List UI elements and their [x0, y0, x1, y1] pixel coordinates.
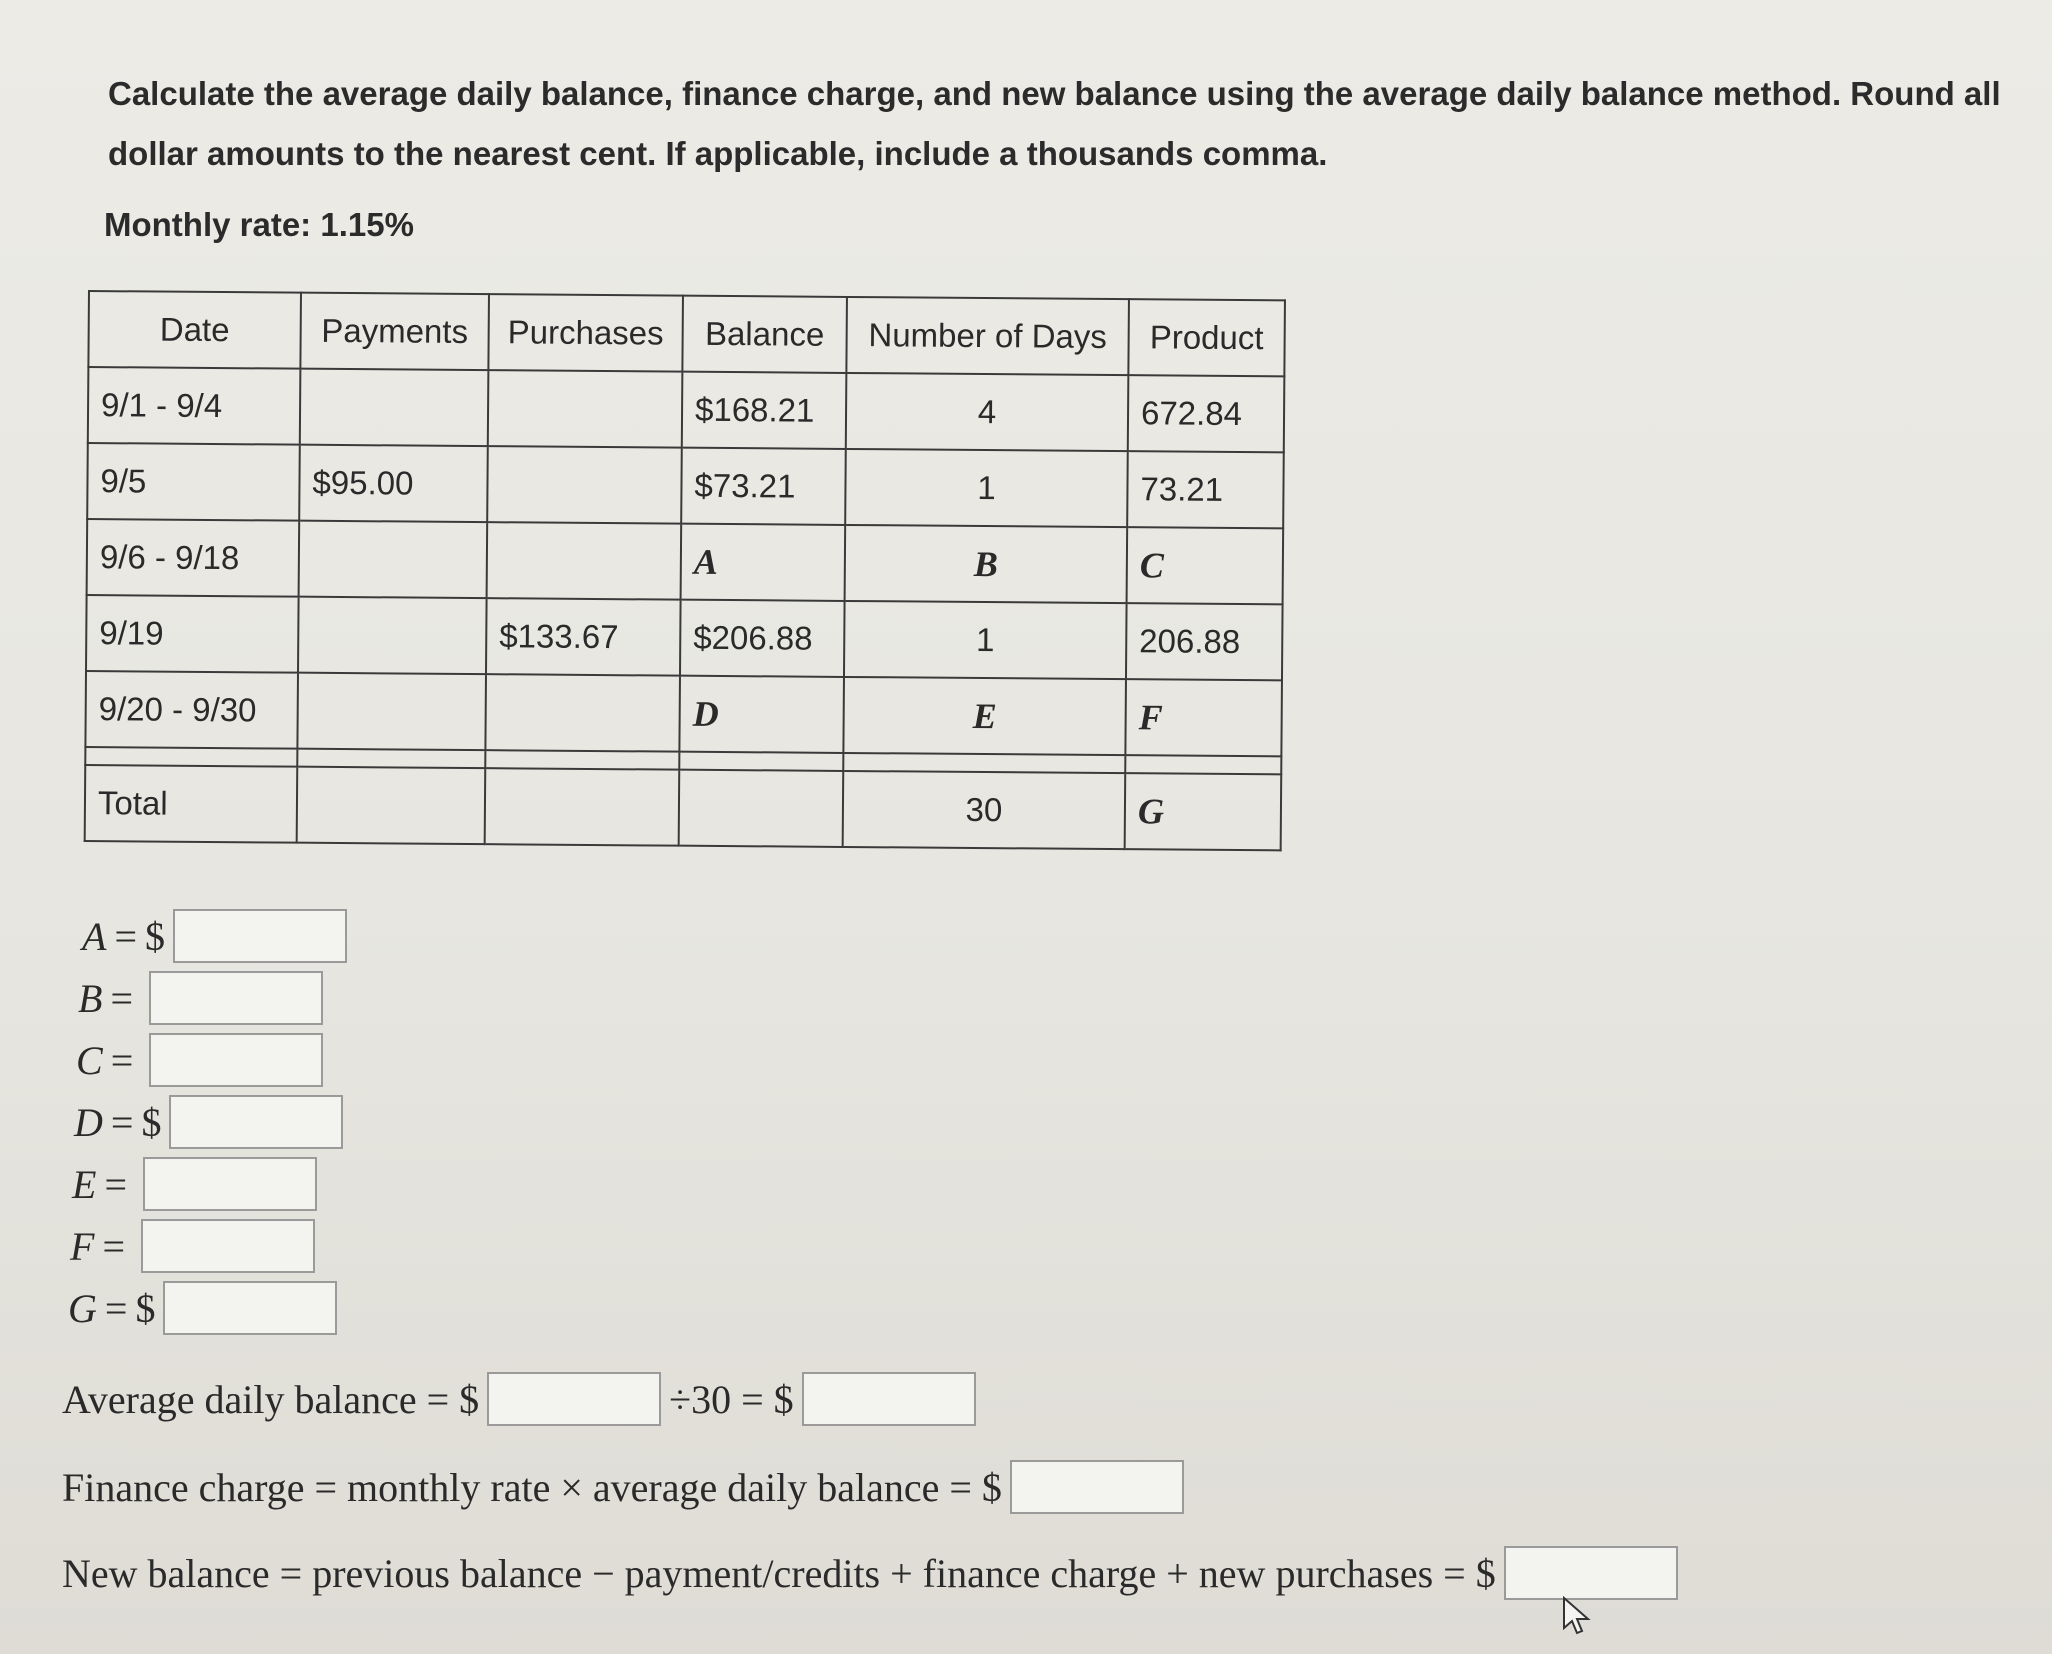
finance-charge-input[interactable] [1010, 1460, 1184, 1514]
answer-row-g [68, 1277, 347, 1339]
cell-date: 9/6 - 9/18 [87, 519, 300, 597]
cell-date: 9/19 [86, 595, 299, 673]
cell-payments [300, 369, 489, 446]
cell-product [1127, 527, 1284, 604]
answer-label: E [72, 1161, 97, 1207]
variable-g: G [1137, 791, 1165, 832]
balance-table [84, 290, 1286, 851]
answer-label: B [78, 975, 103, 1021]
cell-purchases [485, 768, 680, 846]
table-row [87, 519, 1284, 604]
variable-a: A [693, 541, 719, 582]
cell-product [1125, 679, 1282, 756]
cell-total-label: Total [85, 765, 298, 843]
answer-row-c [76, 1029, 347, 1091]
cell-days: 4 [846, 373, 1129, 451]
new-balance-label: New balance = previous balance − payment/credits + finance charge + new purchases = $ [62, 1550, 1496, 1596]
variable-d: D [692, 693, 719, 734]
mouse-pointer-icon [1562, 1596, 1592, 1641]
cell-product: 73.21 [1127, 451, 1284, 528]
answer-row-d [74, 1091, 347, 1153]
product-sum-input[interactable] [487, 1372, 661, 1426]
cell-days [843, 677, 1126, 755]
cell-balance: $73.21 [681, 448, 846, 525]
answer-list [68, 905, 347, 1339]
equals-sign: = [104, 1161, 127, 1207]
answer-a-input[interactable] [173, 909, 347, 963]
header-purchases: Purchases [488, 294, 683, 372]
answer-e-input[interactable] [143, 1157, 317, 1211]
header-balance: Balance [682, 296, 847, 373]
cell-purchases: $133.67 [486, 598, 681, 676]
table-total-row [85, 765, 1282, 850]
answer-label: C [76, 1037, 103, 1083]
answer-c-input[interactable] [149, 1033, 323, 1087]
new-balance-formula [62, 1546, 1686, 1600]
new-balance-input[interactable] [1504, 1546, 1678, 1600]
monthly-rate: Monthly rate: 1.15% [104, 206, 414, 243]
table-row [87, 443, 1284, 528]
answer-f-input[interactable] [141, 1219, 315, 1273]
header-date: Date [88, 291, 301, 369]
answer-row-a [82, 905, 347, 967]
cell-purchases [488, 370, 683, 448]
cell-date: 9/1 - 9/4 [88, 367, 301, 445]
equals-sign: = [114, 913, 137, 959]
cell-date: 9/20 - 9/30 [85, 671, 298, 749]
table-row [88, 367, 1285, 452]
cell-product: 672.84 [1128, 375, 1285, 452]
variable-b: B [973, 543, 999, 585]
answer-label: F [70, 1223, 95, 1269]
cell-balance [679, 676, 844, 753]
header-number-of-days: Number of Days [846, 297, 1129, 375]
variable-e: E [972, 695, 997, 737]
table-row [86, 595, 1283, 680]
cell-total-days: 30 [843, 771, 1126, 849]
cell-purchases [485, 674, 680, 752]
dollar-sign: $ [145, 913, 165, 959]
variable-c: C [1139, 545, 1165, 586]
divide-by-days-label: ÷30 = $ [669, 1376, 794, 1422]
cell-balance: $206.88 [680, 600, 845, 677]
cell-product [1125, 773, 1282, 850]
equals-sign: = [110, 975, 133, 1021]
equals-sign: = [110, 1037, 134, 1083]
cell-payments [297, 673, 486, 750]
cell-balance [681, 524, 846, 601]
answer-b-input[interactable] [149, 971, 323, 1025]
answer-g-input[interactable] [163, 1281, 337, 1335]
answer-label: G [68, 1285, 97, 1331]
answer-label: D [74, 1099, 103, 1145]
cell-purchases [487, 522, 682, 600]
cell-payments: $95.00 [299, 445, 488, 522]
answer-row-b [78, 967, 347, 1029]
answer-label: A [82, 913, 107, 959]
table-row [85, 671, 1282, 756]
equals-sign: = [104, 1285, 128, 1331]
answer-row-f [70, 1215, 347, 1277]
header-product: Product [1128, 299, 1285, 376]
average-daily-balance-input[interactable] [802, 1372, 976, 1426]
equals-sign: = [110, 1099, 134, 1145]
cell-balance [679, 770, 844, 847]
finance-charge-label: Finance charge = monthly rate × average daily balance = $ [62, 1464, 1002, 1510]
equals-sign: = [102, 1223, 125, 1269]
cell-days: 1 [845, 449, 1128, 527]
average-daily-balance-label: Average daily balance = $ [62, 1376, 480, 1422]
table-header-row [88, 291, 1285, 376]
cell-payments [298, 597, 487, 674]
dollar-sign: $ [141, 1099, 162, 1145]
cell-balance: $168.21 [682, 372, 847, 449]
cell-purchases [487, 446, 682, 524]
instructions-text: Calculate the average daily balance, finance charge, and new balance using the average daily balance method. Round all dollar amounts to the nearest cent. If applicable, include a thousands comma. [108, 75, 2001, 172]
answer-row-e [72, 1153, 347, 1215]
cell-payments [299, 521, 488, 598]
cell-product: 206.88 [1126, 603, 1283, 680]
answer-d-input[interactable] [169, 1095, 343, 1149]
cell-date: 9/5 [87, 443, 300, 521]
average-daily-balance-formula [62, 1372, 984, 1426]
header-payments: Payments [300, 293, 489, 370]
cell-payments [297, 767, 486, 844]
cell-days [845, 525, 1128, 603]
dollar-sign: $ [135, 1285, 156, 1331]
variable-f: F [1138, 697, 1163, 738]
finance-charge-formula [62, 1460, 1192, 1514]
cell-days: 1 [844, 601, 1127, 679]
